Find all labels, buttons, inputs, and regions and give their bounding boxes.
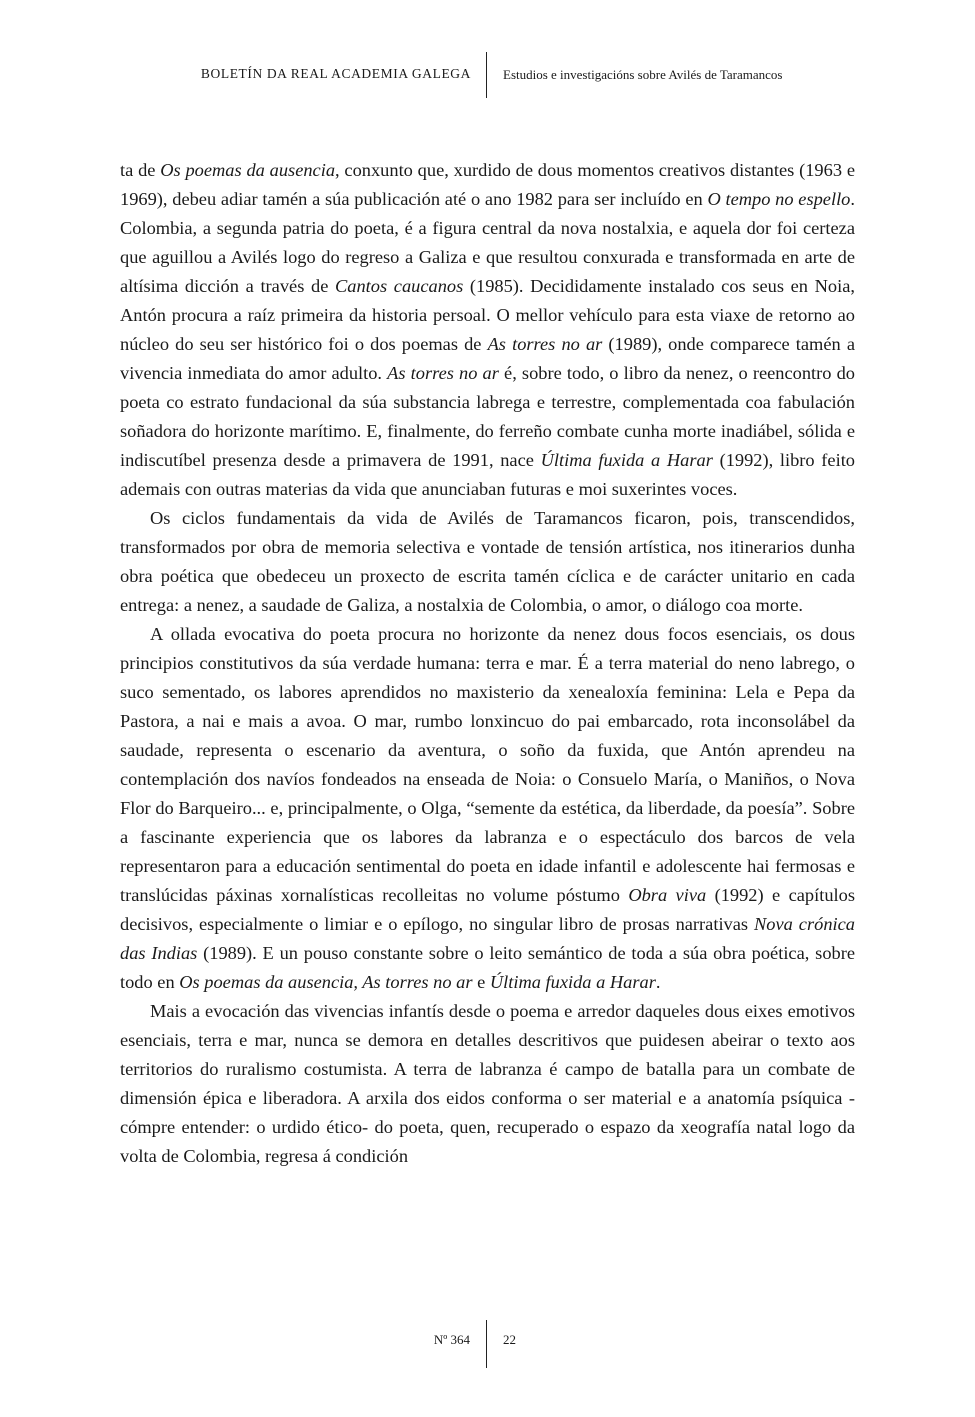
page-number: 22 xyxy=(503,1332,516,1347)
text-run: . Colombia, a segunda patria do poeta, é a figura central da nova nostalxia, e aquela dor foi certeza que aguillou a Avilés logo do regreso a Galiza e que resultou conxurada e transformada en arte de altísima dicción a través de xyxy=(120,189,855,296)
text-run: (1989). E un pouso constante sobre o leito semántico de toda a súa obra poética, sobre todo en xyxy=(120,943,855,992)
text-run: Mais a evocación das vivencias infantís desde o poema e arredor daqueles dous eixes emotivos esenciais, terra e mar, nunca se demora en detalles descritivos que puidesen abeirar o texto aos territorios do ruralismo costumista. A terra de labranza é campo de batalla para un combate de dimensión épica e liberadora. A arxila dos eidos conforma o ser material e a anatomía psíquica -cómpre entender: o urdido ético- do poeta, quen, recuperado o espazo da xeografía natal logo da volta de Colombia, regresa á condición xyxy=(120,1001,855,1166)
paragraph xyxy=(120,504,855,620)
italic-title: O tempo no espello xyxy=(707,189,851,209)
text-run: (1992) e capítulos decisivos, especialmente o limiar e o epílogo, no singular libro de prosas narrativas xyxy=(120,885,856,934)
italic-title: Última fuxida a Harar xyxy=(489,972,656,992)
text-run: (1985). Decididamente instalado cos seus en Noia, Antón procura a raíz primeira da historia persoal. O mellor vehículo para esta viaxe de retorno ao núcleo do seu ser histórico foi o dos poemas de xyxy=(120,276,855,354)
italic-title: As torres no ar xyxy=(387,363,499,383)
italic-title: Os poemas da ausencia xyxy=(160,160,336,180)
text-run: Os ciclos fundamentais da vida de Avilés de Taramancos ficaron, pois, transcendidos, transformados por obra de memoria selectiva e vontade de tensión artística, nos itinerarios dunha obra poética que obedeceu un proxecto de escrita tamén cíclica e de carácter unitario en cada entrega: a nenez, a saudade de Galiza, a nostalxia de Colombia, o amor, o diálogo coa morte. xyxy=(120,508,855,615)
italic-title: Obra viva xyxy=(628,885,707,905)
paragraph xyxy=(120,997,855,1171)
running-header xyxy=(0,52,975,100)
italic-title: As torres no ar xyxy=(487,334,603,354)
paragraph xyxy=(120,156,855,504)
header-divider xyxy=(486,52,487,98)
text-run: . xyxy=(655,972,661,992)
paragraph xyxy=(120,620,855,997)
text-run: é, sobre todo, o libro da nenez, o reencontro do poeta co estrato fundacional da súa substancia labrega e terrestre, complementada coa fabulación soñadora do horizonte marítimo. E, finalmente, do ferreño combate cunha morte inadiábel, sólida e indiscutíbel presenza desde a primavera de 1991, nace xyxy=(120,363,855,470)
footer-divider xyxy=(486,1320,487,1368)
running-footer xyxy=(0,1320,975,1370)
text-run: (1989), onde comparece tamén a vivencia inmediata do amor adulto. xyxy=(120,334,855,383)
text-run: ta de xyxy=(120,160,161,180)
text-run: e xyxy=(472,972,490,992)
journal-title: BOLETÍN DA REAL ACADEMIA GALEGA xyxy=(200,66,471,81)
section-title: Estudios e investigacións sobre Avilés de Taramancos xyxy=(503,67,783,82)
article-body xyxy=(120,156,855,1171)
italic-title: Nova crónica das Indias xyxy=(120,914,855,963)
issue-number: Nº 364 xyxy=(433,1332,470,1347)
text-run: A ollada evocativa do poeta procura no horizonte da nenez dous focos esenciais, os dous principios constitutivos da súa verdade humana: terra e mar. É a terra material do neno labrego, o suco sementado, os labores aprendidos no maxisterio da xenealoxía feminina: Lela e Pepa da Pastora, a nai e mais a avoa. O mar, rumbo lonxincuo do pai embarcado, rota inconsolábel da saudade, representa o escenario da aventura, o soño da fuxida, que Antón aprendeu na contemplación dos navíos fondeados na enseada de Noia: o Consuelo María, o Maniños, o Nova Flor do Barqueiro... e, principalmente, o Olga, “semente da estética, da liberdade, da poesía”. Sobre a fascinante experiencia que os labores da labranza e o espectáculo dos barcos de vela representaron para a educación sentimental do poeta en idade infantil e adolescente hai fermosas e translúcidas páxinas xornalísticas recolleitas no volume póstumo xyxy=(120,624,855,905)
italic-title: Cantos caucanos xyxy=(335,276,464,296)
italic-title: Os poemas da ausencia, As torres no ar xyxy=(179,972,473,992)
italic-title: Última fuxida a Harar xyxy=(540,450,713,470)
text-run: , conxunto que, xurdido de dous momentos creativos distantes (1963 e 1969), debeu adiar tamén a súa publicación até o ano 1982 para ser incluído en xyxy=(120,160,855,209)
text-run: (1992), libro feito ademais con outras materias da vida que anunciaban futuras e moi suxerintes voces. xyxy=(120,450,856,499)
